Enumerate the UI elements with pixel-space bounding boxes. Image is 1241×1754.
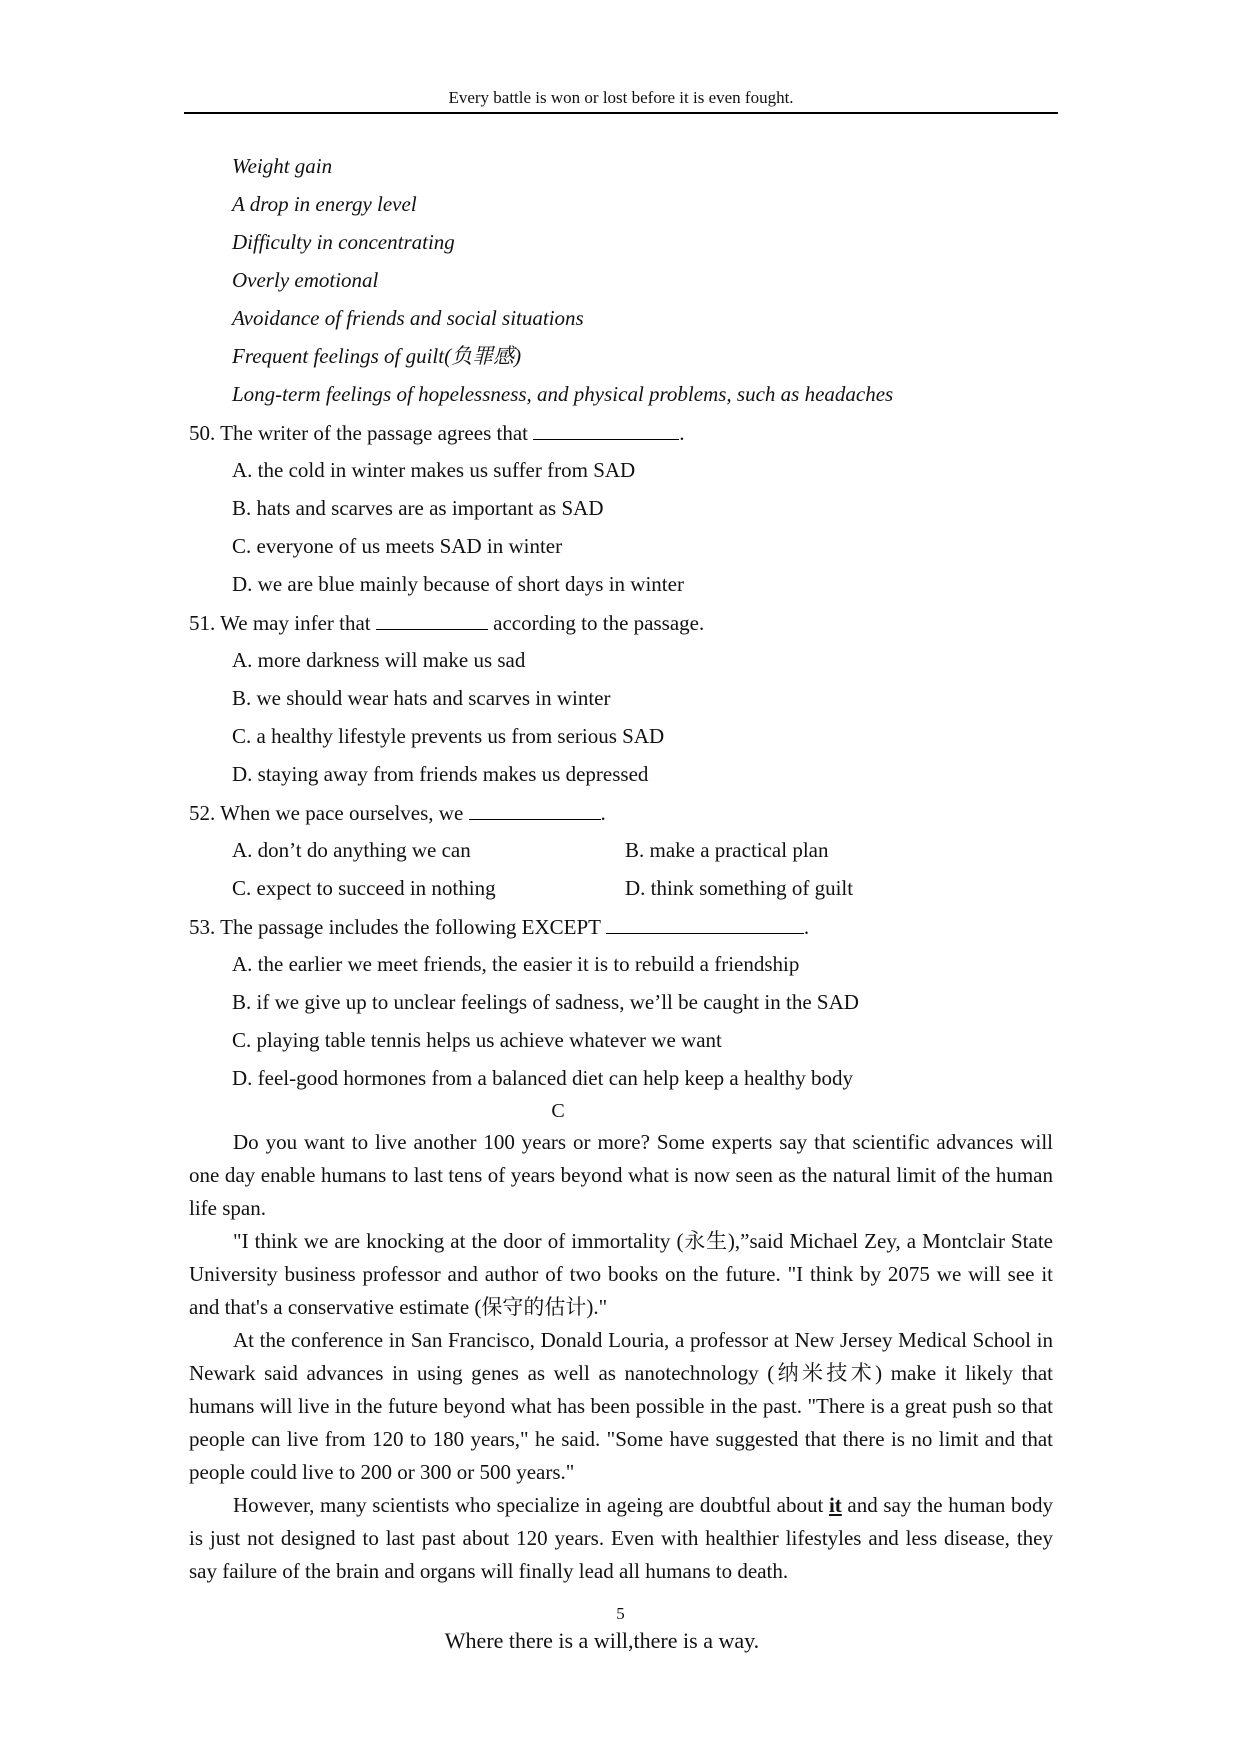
paragraph-text: and say the human body is just not designed to last past about 120 years. Even with healthier lifestyles and less disease, they say failure of the brain and organs will finally lead all humans to death. xyxy=(189,1493,1054,1583)
question-stem-text: 53. The passage includes the following EXCEPT xyxy=(189,915,601,939)
page-number: 5 xyxy=(616,1604,625,1623)
option-a: A. the cold in winter makes us suffer from SAD xyxy=(232,458,636,482)
question-stem-end: . xyxy=(679,421,685,445)
footer-motto: Where there is a will,there is a way. xyxy=(444,1628,760,1653)
symptom-item: Weight gain xyxy=(232,154,333,178)
symptom-item: Overly emotional xyxy=(232,268,379,292)
question-50-stem xyxy=(189,420,684,446)
option-c: C. a healthy lifestyle prevents us from serious SAD xyxy=(232,724,665,748)
option-d: D. we are blue mainly because of short days in winter xyxy=(232,572,684,596)
passage-paragraph-4 xyxy=(189,1489,1053,1588)
option-a: A. don’t do anything we can xyxy=(232,838,471,862)
question-51-stem xyxy=(189,610,704,636)
option-b: B. make a practical plan xyxy=(625,838,829,862)
underlined-word: it xyxy=(828,1493,842,1517)
symptom-item: A drop in energy level xyxy=(232,192,417,216)
option-c: C. playing table tennis helps us achieve whatever we want xyxy=(232,1028,722,1052)
option-b: B. we should wear hats and scarves in winter xyxy=(232,686,611,710)
question-53-stem xyxy=(189,914,809,940)
symptom-item: Frequent feelings of guilt(负罪感) xyxy=(232,344,522,368)
question-stem-end: . xyxy=(803,915,810,939)
option-d: D. feel-good hormones from a balanced diet can help keep a healthy body xyxy=(232,1066,854,1090)
option-b: B. hats and scarves are as important as SAD xyxy=(232,496,604,520)
symptom-item: Avoidance of friends and social situations xyxy=(232,306,584,330)
option-c: C. expect to succeed in nothing xyxy=(232,876,496,900)
passage-paragraph-2: "I think we are knocking at the door of immortality (永生),”said Michael Zey, a Montclair State University business professor and author of two books on the future. "I think by 2075 we will see it and that's a conservative estimate (保守的估计)." xyxy=(189,1229,1053,1319)
question-stem-end: according to the passage. xyxy=(493,611,705,635)
paragraph-text: However, many scientists who specialize in ageing are doubtful about xyxy=(233,1493,824,1517)
answer-blank xyxy=(469,800,601,820)
question-stem-text: 52. When we pace ourselves, we xyxy=(189,801,464,825)
question-stem-text: 50. The writer of the passage agrees that xyxy=(189,421,528,445)
question-stem-text: 51. We may infer that xyxy=(189,611,371,635)
option-b: B. if we give up to unclear feelings of sadness, we’ll be caught in the SAD xyxy=(232,990,859,1014)
option-a: A. more darkness will make us sad xyxy=(232,648,526,672)
option-d: D. think something of guilt xyxy=(625,876,854,900)
symptom-item: Long-term feelings of hopelessness, and physical problems, such as headaches xyxy=(232,382,894,406)
passage-paragraph-3: At the conference in San Francisco, Donald Louria, a professor at New Jersey Medical School in Newark said advances in using genes as well as nanotechnology (纳米技术) make it likely that humans will live in the future beyond what has been possible in the past. "There is a great push so that people can live from 120 to 180 years," he said. "Some have suggested that there is no limit and that people could live to 200 or 300 or 500 years." xyxy=(189,1328,1053,1484)
passage-paragraph-1: Do you want to live another 100 years or more? Some experts say that scientific advances will one day enable humans to last tens of years beyond what is now seen as the natural limit of the human life span. xyxy=(189,1130,1053,1220)
option-d: D. staying away from friends makes us depressed xyxy=(232,762,649,786)
option-a: A. the earlier we meet friends, the easier it is to rebuild a friendship xyxy=(232,952,800,976)
symptom-item: Difficulty in concentrating xyxy=(232,230,455,254)
answer-blank xyxy=(376,610,488,630)
answer-blank xyxy=(606,914,804,934)
header-motto: Every battle is won or lost before it is even fought. xyxy=(184,88,1058,114)
option-c: C. everyone of us meets SAD in winter xyxy=(232,534,563,558)
question-52-stem xyxy=(189,800,606,826)
section-label: C xyxy=(551,1100,565,1122)
question-stem-end: . xyxy=(600,801,606,825)
answer-blank xyxy=(533,420,679,440)
